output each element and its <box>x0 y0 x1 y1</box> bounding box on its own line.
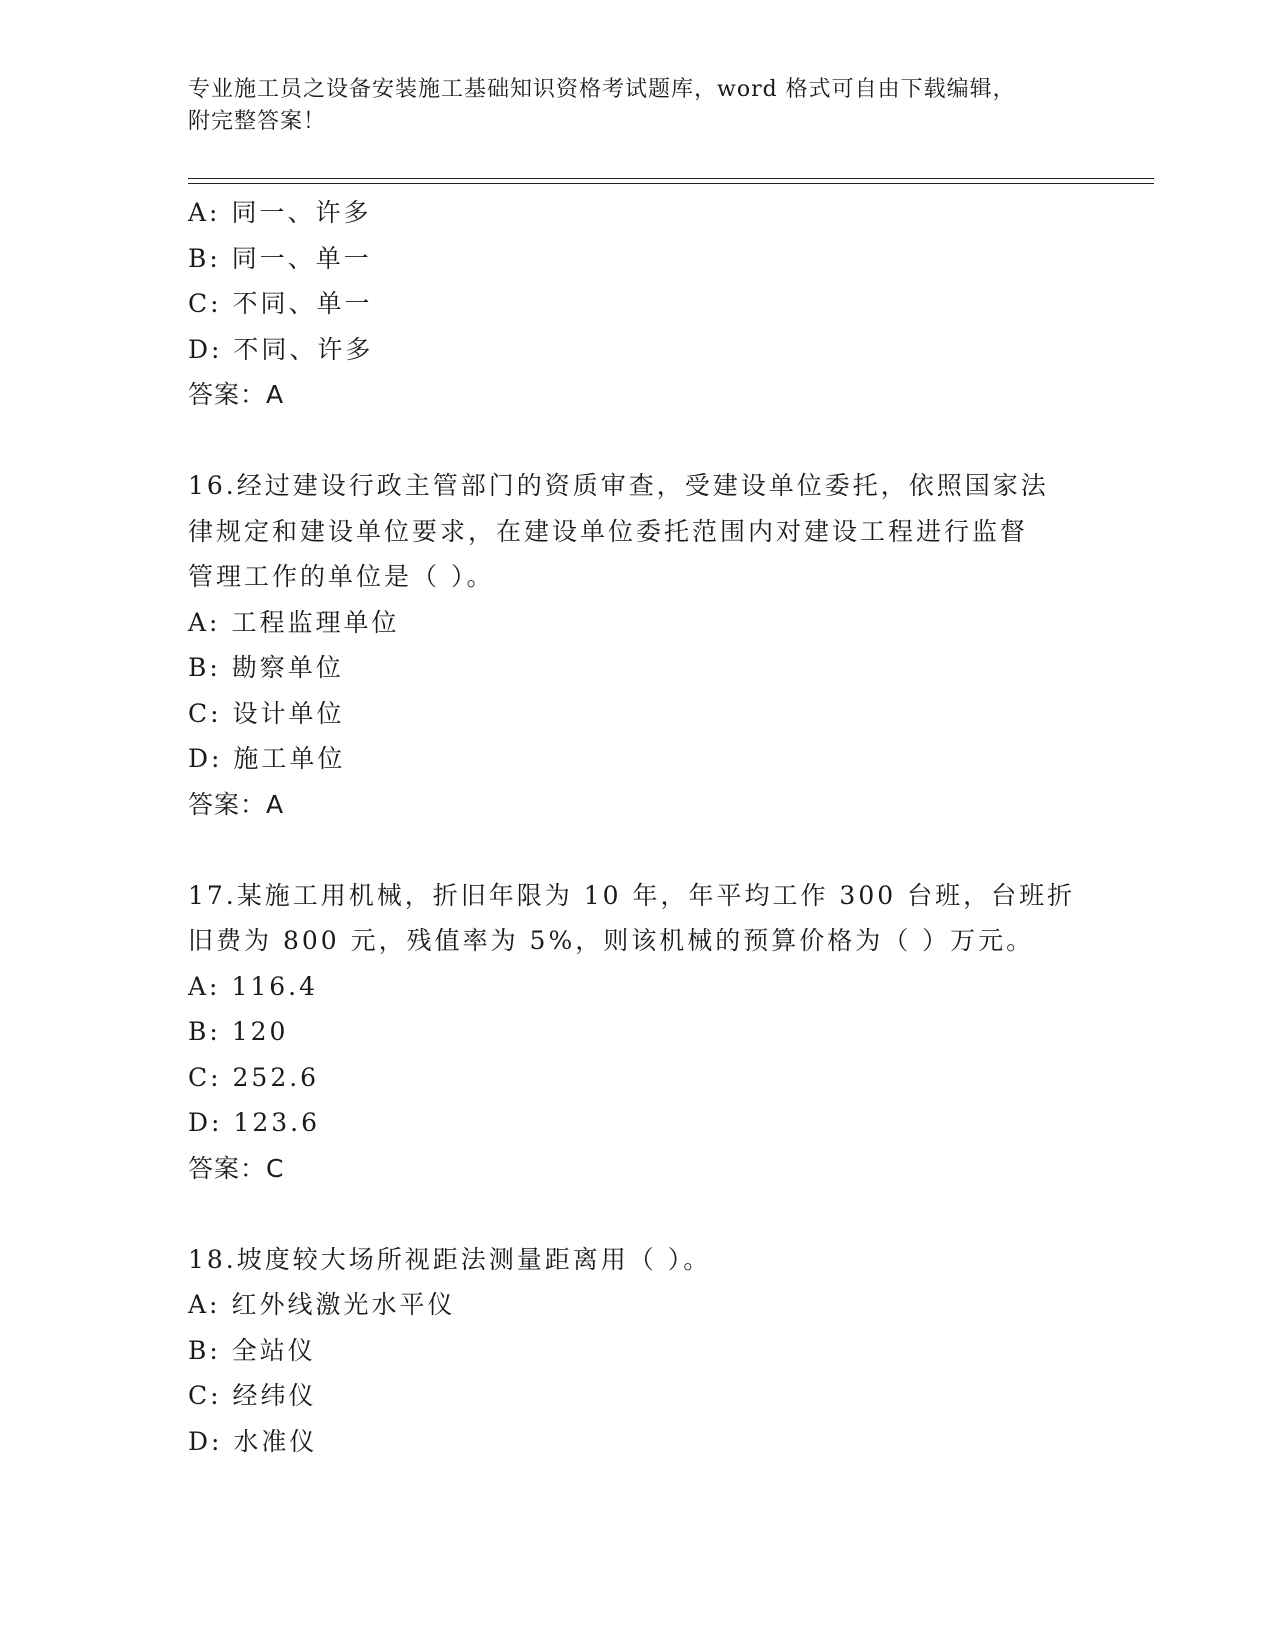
option-text: 120 <box>231 1017 289 1046</box>
option-c <box>188 1055 1088 1101</box>
question-text-line: 旧费为 800 元，残值率为 5%，则该机械的预算价格为（ ）万元。 <box>188 926 1035 955</box>
option-label: D: <box>188 334 223 364</box>
option-text: 全站仪 <box>231 1335 316 1365</box>
option-b <box>188 645 1088 691</box>
option-text: 252.6 <box>232 1062 320 1092</box>
option-label: D: <box>188 1108 223 1137</box>
option-text: 水准仪 <box>233 1426 318 1456</box>
option-label: A: <box>188 607 221 637</box>
option-text: 经纬仪 <box>232 1381 317 1410</box>
option-label: C: <box>188 698 222 728</box>
header-rule-top <box>188 178 1154 179</box>
question-text-line: 17.某施工用机械，折旧年限为 10 年，年平均工作 300 台班，台班折 <box>188 880 1076 910</box>
answer: 答案：A <box>188 380 285 409</box>
question-text-line: 管理工作的单位是（ ）。 <box>188 562 495 591</box>
option-b <box>188 1009 1088 1055</box>
option-text: 123.6 <box>233 1108 320 1137</box>
option-text: 设计单位 <box>232 698 345 728</box>
option-c <box>188 1373 1088 1419</box>
option-d <box>188 327 1088 373</box>
option-text: 不同、单一 <box>232 289 373 318</box>
option-label: D: <box>188 1426 223 1456</box>
question-15-continued <box>188 190 1088 418</box>
option-text: 116.4 <box>231 971 319 1001</box>
option-a <box>188 190 1088 236</box>
option-label: A: <box>188 198 221 227</box>
question-text-line: 律规定和建设单位要求，在建设单位委托范围内对建设工程进行监督 <box>188 516 1029 546</box>
question-17 <box>188 873 1088 1192</box>
option-label: C: <box>188 289 222 318</box>
option-label: B: <box>188 243 221 273</box>
option-c <box>188 691 1088 737</box>
option-a <box>188 1282 1088 1328</box>
option-label: C: <box>188 1062 222 1092</box>
option-text: 红外线激光水平仪 <box>231 1290 456 1319</box>
option-label: B: <box>188 1335 221 1365</box>
option-label: A: <box>188 971 221 1001</box>
question-text-line: 18.坡度较大场所视距法测量距离用（ ）。 <box>188 1244 712 1274</box>
document-header <box>188 74 1088 138</box>
option-label: A: <box>188 1290 221 1319</box>
option-label: B: <box>188 653 221 682</box>
option-d <box>188 1419 1088 1465</box>
option-c <box>188 281 1088 327</box>
option-b <box>188 1328 1088 1374</box>
option-a <box>188 964 1088 1010</box>
option-label: D: <box>188 744 223 773</box>
option-text: 不同、许多 <box>233 334 374 364</box>
answer: 答案：A <box>188 789 285 819</box>
answer: 答案：C <box>188 1153 285 1183</box>
question-text-line: 16.经过建设行政主管部门的资质审查，受建设单位委托，依照国家法 <box>188 471 1049 500</box>
option-d <box>188 736 1088 782</box>
option-text: 工程监理单位 <box>231 607 400 637</box>
option-b <box>188 236 1088 282</box>
header-line-1: 专业施工员之设备安装施工基础知识资格考试题库，word 格式可自由下载编辑， <box>188 77 1016 102</box>
option-d <box>188 1100 1088 1146</box>
option-a <box>188 600 1088 646</box>
option-text: 施工单位 <box>233 744 346 773</box>
header-rule-bottom <box>188 183 1154 184</box>
option-label: C: <box>188 1381 222 1410</box>
header-line-2: 附完整答案！ <box>188 109 327 134</box>
option-text: 同一、许多 <box>231 198 372 227</box>
question-list <box>188 190 1088 1464</box>
option-text: 同一、单一 <box>231 243 372 273</box>
question-16 <box>188 463 1088 827</box>
option-text: 勘察单位 <box>231 653 344 682</box>
question-18 <box>188 1237 1088 1465</box>
option-label: B: <box>188 1017 221 1046</box>
